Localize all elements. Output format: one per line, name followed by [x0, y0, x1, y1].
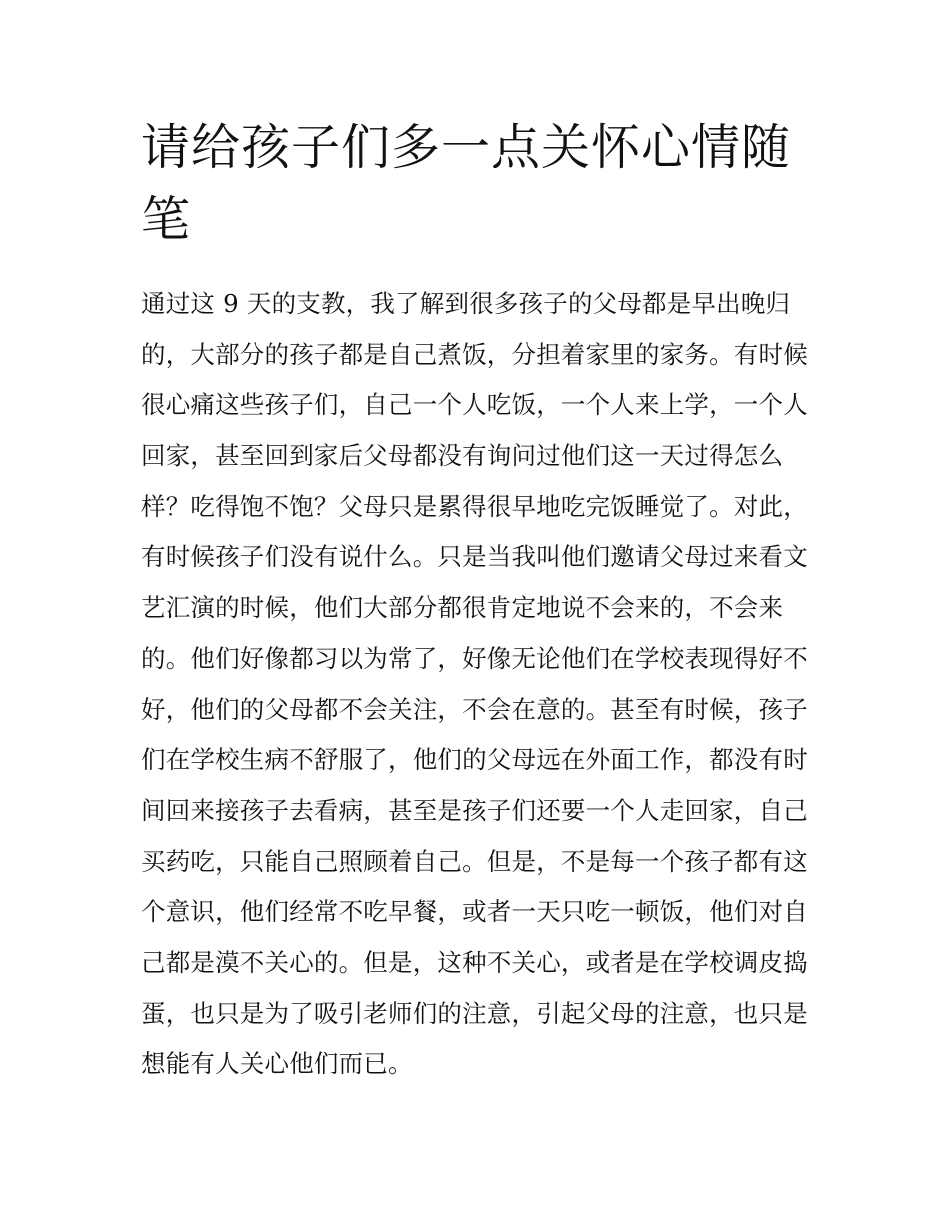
title-line: 笔 [141, 191, 192, 248]
text-line: 的。他们好像都习以为常了，好像无论他们在学校表现得好不 [141, 643, 808, 673]
text-line: 间回来接孩子去看病，甚至是孩子们还要一个人走回家，自己 [141, 795, 808, 825]
text-line: 想能有人关心他们而已。 [141, 1049, 413, 1079]
text-line: 通过这 9 天的支教，我了解到很多孩子的父母都是早出晚归 [141, 289, 791, 318]
page-title [141, 112, 821, 256]
text-line: 买药吃，只能自己照顾着自己。但是，不是每一个孩子都有这 [141, 846, 808, 876]
text-line: 有时候孩子们没有说什么。只是当我叫他们邀请父母过来看文 [141, 542, 808, 572]
text-line: 的，大部分的孩子都是自己煮饭，分担着家里的家务。有时候 [141, 339, 808, 369]
text-line: 己都是漠不关心的。但是，这种不关心，或者是在学校调皮捣 [141, 947, 808, 977]
text-line: 好，他们的父母都不会关注，不会在意的。甚至有时候，孩子 [141, 694, 808, 724]
title-line: 请给孩子们多一点关怀心情随 [141, 119, 792, 176]
text-line: 样？吃得饱不饱？父母只是累得很早地吃完饭睡觉了。对此， [141, 491, 808, 521]
body-paragraph [141, 279, 821, 1090]
text-line: 艺汇演的时候，他们大部分都很肯定地说不会来的，不会来 [141, 593, 784, 623]
text-line: 们在学校生病不舒服了，他们的父母远在外面工作，都没有时 [141, 745, 808, 775]
text-line: 回家，甚至回到家后父母都没有询问过他们这一天过得怎么 [141, 441, 784, 471]
text-line: 蛋，也只是为了吸引老师们的注意，引起父母的注意，也只是 [141, 998, 808, 1028]
text-line: 很心痛这些孩子们，自己一个人吃饭，一个人来上学，一个人 [141, 390, 808, 420]
text-line: 个意识，他们经常不吃早餐，或者一天只吃一顿饭，他们对自 [141, 897, 808, 927]
